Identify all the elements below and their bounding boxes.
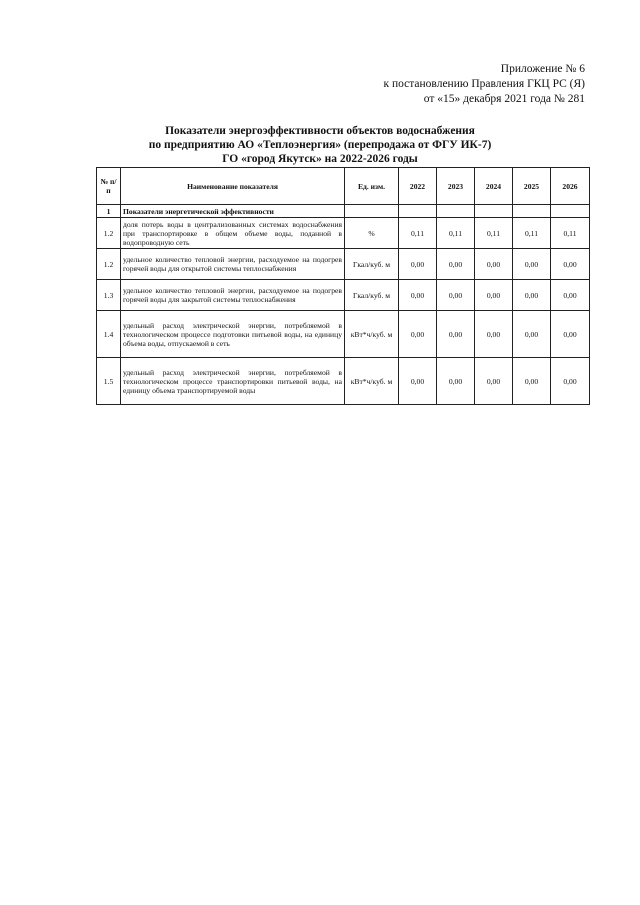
table-row	[97, 280, 590, 311]
header-year: 2024	[475, 168, 513, 205]
title-line-3: ГО «город Якутск» на 2022-2026 годы	[222, 153, 418, 165]
row-value: 0,00	[551, 249, 590, 280]
header-year: 2025	[513, 168, 551, 205]
row-name: удельный расход электрической энергии, потребляемой в технологическом процессе транспортировки питьевой воды, на единицу объема транспортируемой воды	[121, 358, 345, 405]
row-value: 0,11	[513, 218, 551, 249]
row-value: 0,00	[551, 311, 590, 358]
row-unit: Гкал/куб. м	[345, 280, 399, 311]
row-value: 0,00	[513, 249, 551, 280]
row-num: 1.2	[97, 218, 121, 249]
appendix-line-3: от «15» декабря 2021 года № 281	[423, 93, 585, 105]
row-name: доля потерь воды в централизованных системах водоснабжения при транспортировке в общем объеме воды, поданной в водопроводную сеть	[121, 218, 345, 249]
table-row	[97, 249, 590, 280]
header-year: 2023	[437, 168, 475, 205]
table-header-row	[97, 168, 590, 205]
row-unit: кВт*ч/куб. м	[345, 311, 399, 358]
appendix-header	[384, 62, 586, 107]
row-value: 0,00	[551, 358, 590, 405]
section-row	[97, 205, 590, 218]
empty-cell	[437, 205, 475, 218]
row-name: удельное количество тепловой энергии, расходуемое на подогрев горячей воды для закрытой системы теплоснабжения	[121, 280, 345, 311]
row-value: 0,00	[399, 358, 437, 405]
row-num: 1.3	[97, 280, 121, 311]
row-value: 0,00	[399, 311, 437, 358]
row-unit: Гкал/куб. м	[345, 249, 399, 280]
row-value: 0,11	[551, 218, 590, 249]
header-unit: Ед. изм.	[345, 168, 399, 205]
document-title	[95, 124, 545, 166]
row-value: 0,00	[437, 358, 475, 405]
header-num: № п/п	[97, 168, 121, 205]
header-year: 2022	[399, 168, 437, 205]
row-value: 0,00	[475, 280, 513, 311]
table-row	[97, 218, 590, 249]
row-value: 0,00	[475, 358, 513, 405]
title-line-1: Показатели энергоэффективности объектов водоснабжения	[165, 125, 475, 137]
row-value: 0,00	[437, 311, 475, 358]
appendix-line-2: к постановлению Правления ГКЦ РС (Я)	[383, 78, 585, 90]
row-value: 0,00	[475, 311, 513, 358]
empty-cell	[513, 205, 551, 218]
empty-cell	[345, 205, 399, 218]
header-year: 2026	[551, 168, 590, 205]
row-value: 0,11	[475, 218, 513, 249]
row-value: 0,00	[437, 249, 475, 280]
row-value: 0,11	[399, 218, 437, 249]
section-num: 1	[97, 205, 121, 218]
row-value: 0,00	[399, 249, 437, 280]
table-row	[97, 358, 590, 405]
appendix-line-1: Приложение № 6	[500, 63, 585, 75]
section-name: Показатели энергетической эффективности	[121, 205, 345, 218]
row-value: 0,00	[551, 280, 590, 311]
table-row	[97, 311, 590, 358]
row-num: 1.2	[97, 249, 121, 280]
row-unit: кВт*ч/куб. м	[345, 358, 399, 405]
row-value: 0,00	[399, 280, 437, 311]
row-value: 0,00	[513, 280, 551, 311]
row-value: 0,00	[513, 358, 551, 405]
row-value: 0,11	[437, 218, 475, 249]
row-name: удельное количество тепловой энергии, расходуемое на подогрев горячей воды для открытой системы теплоснабжения	[121, 249, 345, 280]
row-value: 0,00	[475, 249, 513, 280]
row-name: удельный расход электрической энергии, потребляемой в технологическом процессе подготовки питьевой воды, на единицу объема воды, отпускаемой в сеть	[121, 311, 345, 358]
row-value: 0,00	[437, 280, 475, 311]
empty-cell	[399, 205, 437, 218]
row-value: 0,00	[513, 311, 551, 358]
empty-cell	[551, 205, 590, 218]
title-line-2: по предприятию АО «Теплоэнергия» (перепродажа от ФГУ ИК-7)	[148, 139, 492, 151]
row-num: 1.4	[97, 311, 121, 358]
empty-cell	[475, 205, 513, 218]
row-num: 1.5	[97, 358, 121, 405]
indicators-table	[96, 167, 590, 405]
row-unit: %	[345, 218, 399, 249]
header-name: Наименование показателя	[121, 168, 345, 205]
